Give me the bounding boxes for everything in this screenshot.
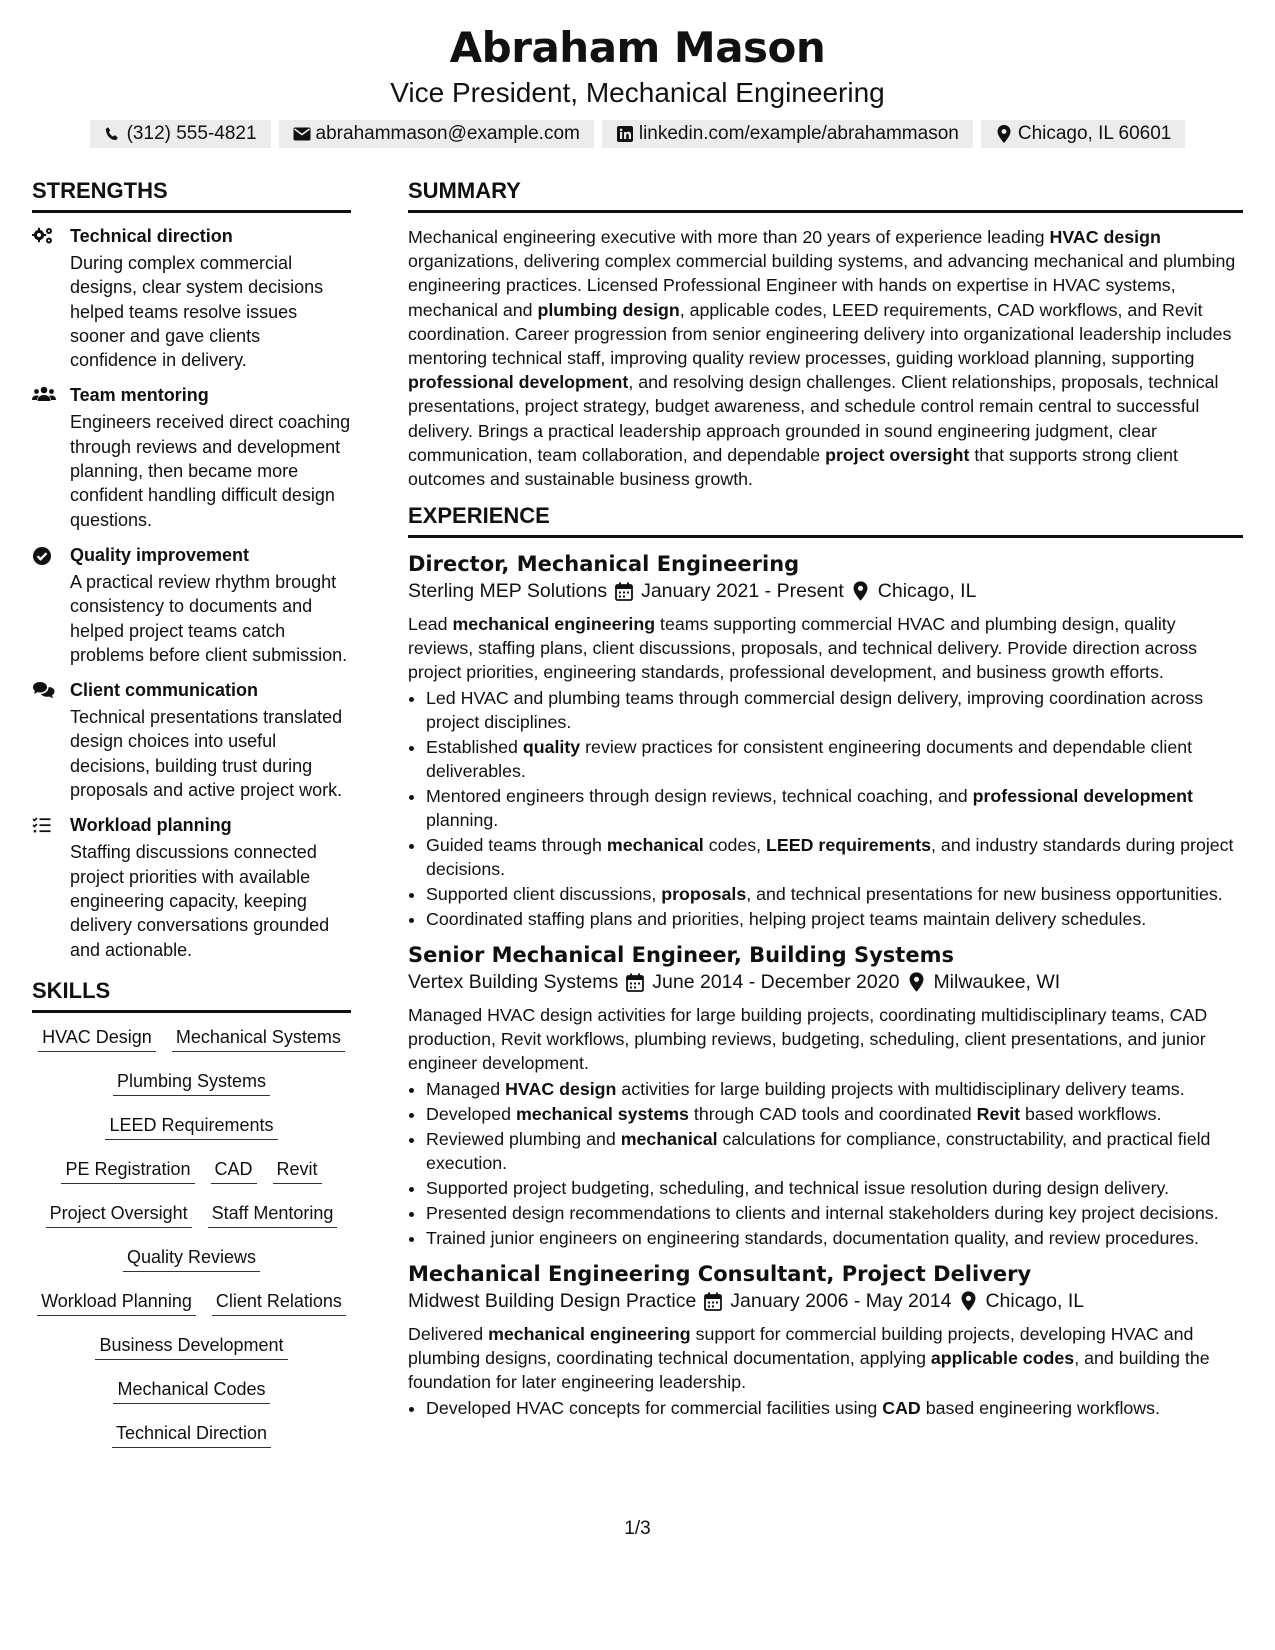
skill-tag: HVAC Design (38, 1025, 156, 1052)
skill-tag: Mechanical Systems (172, 1025, 345, 1052)
map-pin-icon (995, 125, 1013, 143)
job-bullet: • Mentored engineers through design reviews, technical coaching, and professional development planning. (426, 784, 1243, 832)
left-column (32, 178, 351, 1465)
summary-heading: SUMMARY (408, 178, 1243, 213)
skill-row (32, 1201, 351, 1228)
strength-item (32, 384, 351, 531)
job-entry (408, 941, 1243, 1250)
skill-row (32, 1421, 351, 1448)
job-meta (408, 1288, 1243, 1314)
job-location: Chicago, IL (877, 580, 977, 603)
skills-section (32, 978, 351, 1448)
users-icon (32, 384, 70, 531)
strength-title: Technical direction (70, 226, 233, 246)
map-pin-icon (959, 1292, 977, 1310)
experience-list (408, 550, 1243, 1420)
location-text: Chicago, IL 60601 (1017, 123, 1172, 144)
skill-tag: Business Development (95, 1333, 287, 1360)
calendar-icon (704, 1292, 722, 1310)
contact-phone[interactable] (90, 120, 271, 148)
skill-row (32, 1025, 351, 1052)
job-bullet: • Presented design recommendations to clients and internal stakeholders during key project decisions. (426, 1201, 1243, 1225)
skill-row (32, 1113, 351, 1140)
job-title: Director, Mechanical Engineering (408, 552, 800, 577)
linkedin-icon (616, 125, 634, 143)
job-bullet: • Supported client discussions, proposals, and technical presentations for new business opportunities. (426, 882, 1243, 906)
skill-tag: Staff Mentoring (208, 1201, 338, 1228)
skill-tag: LEED Requirements (105, 1113, 277, 1140)
job-bullet: • Led HVAC and plumbing teams through commercial design delivery, improving coordination across project disciplines. (426, 686, 1243, 734)
email-text: abrahammason@example.com (315, 123, 580, 144)
calendar-icon (626, 973, 644, 991)
job-bullet: • Coordinated staffing plans and priorities, helping project teams maintain delivery schedules. (426, 907, 1243, 931)
job-company: Vertex Building Systems (408, 971, 619, 994)
list-check-icon (32, 814, 70, 961)
job-bullet: • Reviewed plumbing and mechanical calculations for compliance, constructability, and practical field execution. (426, 1127, 1243, 1175)
calendar-icon (615, 582, 633, 600)
job-description: Lead mechanical engineering teams supporting commercial HVAC and plumbing design, quality reviews, staffing plans, client discussions, proposals, and technical delivery. Provide direction across project priorities, engineering standards, professional development, and business growth efforts. (408, 614, 1198, 683)
skill-tag: Quality Reviews (123, 1245, 260, 1272)
skill-tag: CAD (211, 1157, 257, 1184)
contact-linkedin[interactable] (602, 120, 973, 148)
right-column (408, 178, 1243, 1465)
strength-title: Workload planning (70, 815, 232, 836)
job-meta (408, 969, 1243, 995)
strength-desc: During complex commercial designs, clear system decisions helped teams resolve issues sooner and gave clients confidence in delivery. (70, 253, 324, 371)
job-title: Senior Mechanical Engineer, Building Systems (408, 943, 954, 968)
strength-desc: Technical presentations translated design choices into useful decisions, building trust during proposals and active project work. (70, 707, 343, 801)
job-bullet: • Managed HVAC design activities for large building projects with multidisciplinary delivery teams. (426, 1077, 1243, 1101)
job-meta (408, 578, 1243, 604)
contact-bar (0, 120, 1275, 148)
contact-email[interactable] (279, 120, 594, 148)
job-dates: June 2014 - December 2020 (652, 971, 900, 994)
map-pin-icon (907, 973, 925, 991)
skills-heading: SKILLS (32, 978, 351, 1013)
strength-item (32, 225, 351, 372)
skill-tag: Mechanical Codes (113, 1377, 269, 1404)
job-entry (408, 1260, 1243, 1420)
strength-desc: A practical review rhythm brought consistency to documents and helped project teams catch problems before client submission. (70, 571, 348, 665)
skill-row (32, 1245, 351, 1272)
summary-text: Mechanical engineering executive with more than 20 years of experience leading HVAC design organizations, delivering complex commercial building systems, and advancing mechanical and plumbing engineering practices. Licensed Professional Engineer with hands on expertise in HVAC systems, mechanical and plumbing design, applicable codes, LEED requirements, CAD workflows, and Revit coordination. Career progression from senior engineering delivery into organizational leadership includes mentoring technical staff, improving quality review processes, guiding workload planning, supporting professional development, and resolving design challenges. Client relationships, proposals, technical presentations, project strategy, budget awareness, and schedule control remain central to successful delivery. Brings a practical leadership approach grounded in sound engineering judgment, clear communication, team collaboration, and dependable project oversight that supports strong client outcomes and sustainable business growth. (408, 227, 1236, 490)
phone-text: (312) 555-4821 (126, 123, 257, 144)
check-circle-icon (32, 544, 70, 667)
job-bullets (408, 686, 1243, 931)
experience-heading: EXPERIENCE (408, 503, 1243, 538)
skill-row (32, 1157, 351, 1184)
job-bullets (408, 1396, 1243, 1420)
job-description: Managed HVAC design activities for large building projects, coordinating multidisciplinary teams, CAD production, Revit workflows, plumbing reviews, budgeting, scheduling, client presentations, and junior engineer development. (408, 1005, 1208, 1074)
job-dates: January 2006 - May 2014 (730, 1290, 952, 1313)
skill-tag: Project Oversight (46, 1201, 192, 1228)
skill-row (32, 1289, 351, 1316)
job-company: Sterling MEP Solutions (408, 580, 608, 603)
page-number: 1/3 (624, 1518, 651, 1539)
envelope-icon (293, 125, 311, 143)
candidate-name: Abraham Mason (449, 23, 826, 72)
job-bullet: • Guided teams through mechanical codes, LEED requirements, and industry standards during project decisions. (426, 833, 1243, 881)
comments-icon (32, 679, 70, 802)
strength-desc: Engineers received direct coaching through reviews and development planning, then became more confident handling difficult design questions. (70, 412, 351, 530)
job-title: Mechanical Engineering Consultant, Project Delivery (408, 1262, 1032, 1287)
skill-tag: Revit (273, 1157, 322, 1184)
skill-row (32, 1333, 351, 1360)
skill-tag: Client Relations (212, 1289, 346, 1316)
strength-title: Quality improvement (70, 544, 250, 565)
strength-item (32, 544, 351, 667)
skill-tag: PE Registration (61, 1157, 194, 1184)
resume-header (0, 0, 1275, 148)
strengths-heading: STRENGTHS (32, 178, 351, 213)
strength-title: Team mentoring (70, 385, 209, 406)
contact-location (981, 120, 1186, 148)
skill-row (32, 1377, 351, 1404)
skill-tag: Plumbing Systems (113, 1069, 270, 1096)
candidate-title: Vice President, Mechanical Engineering (390, 77, 885, 108)
linkedin-text: linkedin.com/example/abrahammason (638, 123, 959, 144)
job-dates: January 2021 - Present (641, 580, 844, 603)
skills-list (32, 1025, 351, 1448)
skill-tag: Workload Planning (37, 1289, 196, 1316)
job-company: Midwest Building Design Practice (408, 1290, 697, 1313)
strength-item (32, 679, 351, 802)
job-bullets (408, 1077, 1243, 1250)
phone-icon (104, 125, 122, 143)
strength-desc: Staffing discussions connected project priorities with available engineering capacity, keeping delivery conversations grounded and actionable. (70, 842, 330, 960)
skill-row (32, 1069, 351, 1096)
map-pin-icon (852, 582, 870, 600)
skill-tag: Technical Direction (112, 1421, 271, 1448)
job-bullet: • Supported project budgeting, scheduling, and technical issue resolution during design delivery. (426, 1176, 1243, 1200)
resume-body (32, 178, 1243, 1465)
job-bullet: • Developed mechanical systems through CAD tools and coordinated Revit based workflows. (426, 1102, 1243, 1126)
job-description: Delivered mechanical engineering support for commercial building projects, developing HVAC and plumbing designs, coordinating technical documentation, applying applicable codes, and building the foundation for later engineering leadership. (408, 1324, 1210, 1393)
job-location: Milwaukee, WI (933, 971, 1061, 994)
gears-icon (32, 225, 70, 372)
job-location: Chicago, IL (985, 1290, 1085, 1313)
strength-item (32, 814, 351, 961)
job-bullet: • Established quality review practices for consistent engineering documents and dependable client deliverables. (426, 735, 1243, 783)
job-entry (408, 550, 1243, 931)
job-bullet: • Developed HVAC concepts for commercial facilities using CAD based engineering workflows. (426, 1396, 1243, 1420)
strength-title: Client communication (70, 680, 259, 701)
job-bullet: • Trained junior engineers on engineering standards, documentation quality, and review procedures. (426, 1226, 1243, 1250)
